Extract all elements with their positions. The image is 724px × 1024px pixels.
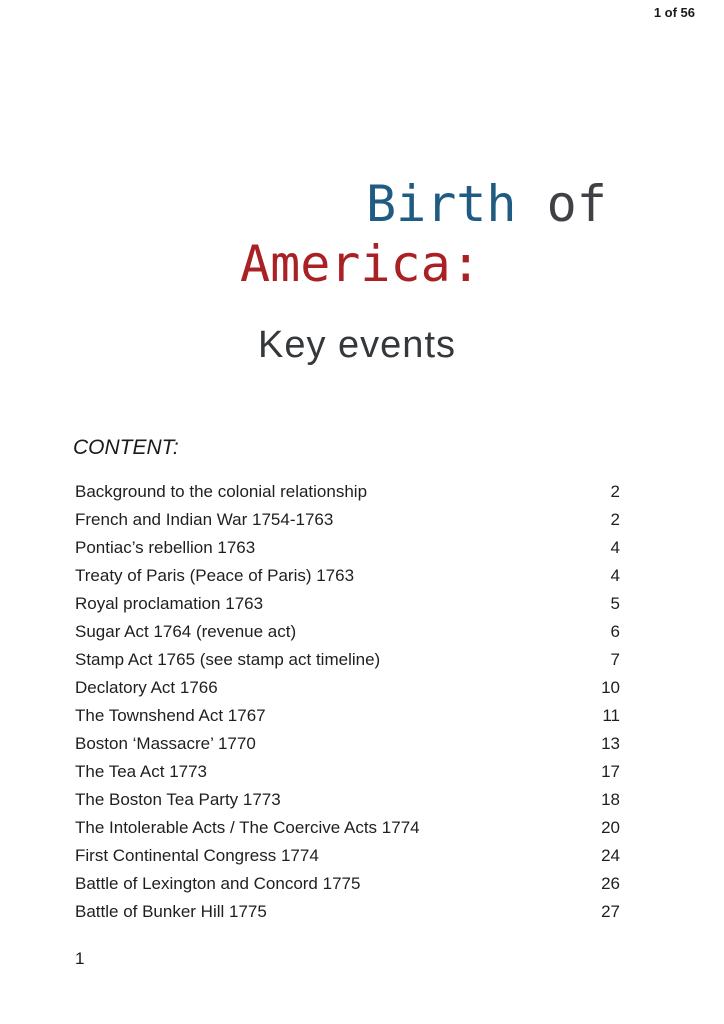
toc-row — [75, 898, 620, 926]
toc-row — [75, 814, 620, 842]
toc-item-label: Background to the colonial relationship — [75, 482, 368, 501]
toc-row — [75, 590, 620, 618]
toc-item-page: 4 — [610, 566, 620, 585]
toc-item-label: Stamp Act 1765 (see stamp act timeline) — [75, 650, 381, 669]
toc-item-label: Boston ‘Massacre’ 1770 — [75, 734, 256, 753]
toc-item-label: Battle of Bunker Hill 1775 — [75, 902, 267, 921]
title-word-of: of — [516, 175, 607, 233]
toc-item-label: Treaty of Paris (Peace of Paris) 1763 — [75, 566, 355, 585]
toc-item-page: 26 — [601, 874, 620, 893]
footer-page-number: 1 — [75, 949, 85, 968]
toc-item-page: 11 — [602, 706, 620, 725]
toc-list — [75, 478, 620, 926]
toc-item-label: The Intolerable Acts / The Coercive Acts 1774 — [75, 818, 420, 837]
toc-row — [75, 646, 620, 674]
toc-item-label: The Boston Tea Party 1773 — [75, 790, 281, 809]
page-count-indicator: 1 of 56 — [653, 5, 695, 20]
toc-item-page: 10 — [601, 678, 620, 697]
toc-item-page: 17 — [601, 762, 620, 781]
toc-item-page: 13 — [601, 734, 620, 753]
toc-row — [75, 506, 620, 534]
toc-row — [75, 478, 620, 506]
toc-heading: CONTENT: — [73, 436, 179, 459]
toc-item-label: First Continental Congress 1774 — [75, 846, 319, 865]
toc-row — [75, 674, 620, 702]
toc-row — [75, 786, 620, 814]
toc-row — [75, 618, 620, 646]
toc-item-page: 5 — [610, 594, 620, 613]
toc-item-page: 6 — [610, 622, 620, 641]
toc-item-label: The Tea Act 1773 — [75, 762, 208, 781]
toc-item-page: 2 — [610, 482, 620, 501]
toc-item-label: Royal proclamation 1763 — [75, 594, 264, 613]
toc-row — [75, 730, 620, 758]
toc-row — [75, 534, 620, 562]
toc-row — [75, 870, 620, 898]
toc-item-label: The Townshend Act 1767 — [75, 706, 266, 725]
toc-item-page: 27 — [601, 902, 620, 921]
toc-item-page: 20 — [601, 818, 620, 837]
title-word-america: America: — [240, 235, 481, 293]
toc-item-label: Battle of Lexington and Concord 1775 — [75, 874, 361, 893]
toc-item-page: 18 — [601, 790, 620, 809]
toc-item-label: Sugar Act 1764 (revenue act) — [75, 622, 297, 641]
title-word-birth: Birth — [366, 175, 517, 233]
toc-item-page: 24 — [601, 846, 620, 865]
toc-row — [75, 702, 620, 730]
toc-item-label: Pontiac’s rebellion 1763 — [75, 538, 256, 557]
toc-item-label: French and Indian War 1754-1763 — [75, 510, 334, 529]
title-line-1 — [366, 175, 607, 233]
toc-row — [75, 758, 620, 786]
toc-row — [75, 842, 620, 870]
toc-item-page: 7 — [610, 650, 620, 669]
document-subtitle: Key events — [258, 324, 456, 366]
toc-item-page: 4 — [610, 538, 620, 557]
toc-item-page: 2 — [610, 510, 620, 529]
toc-item-label: Declatory Act 1766 — [75, 678, 218, 697]
toc-row — [75, 562, 620, 590]
